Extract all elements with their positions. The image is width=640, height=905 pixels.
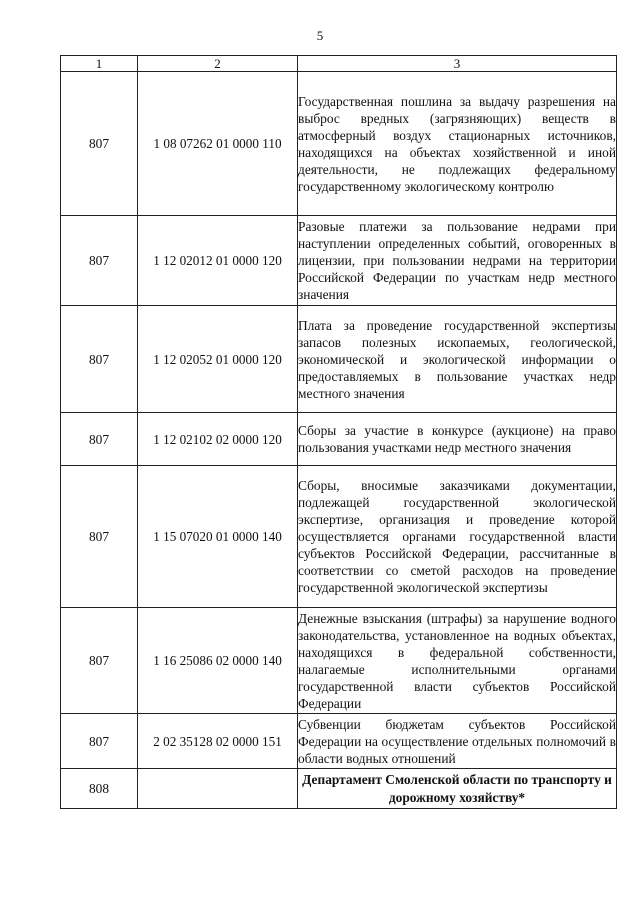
table-row xyxy=(61,714,617,769)
table-header-row xyxy=(61,56,617,72)
kbk-code-cell: 1 12 02012 01 0000 120 xyxy=(138,216,298,306)
column-header-3: 3 xyxy=(298,56,617,72)
section-heading-row xyxy=(61,769,617,809)
table-row xyxy=(61,466,617,608)
description-cell: Субвенции бюджетам субъектов Российской Федерации на осуществление отдельных полномочий в области водных отношений xyxy=(298,714,617,769)
admin-code-cell: 808 xyxy=(61,769,138,809)
admin-code-cell: 807 xyxy=(61,72,138,216)
kbk-code-cell: 2 02 35128 02 0000 151 xyxy=(138,714,298,769)
admin-code-cell: 807 xyxy=(61,413,138,466)
column-header-1: 1 xyxy=(61,56,138,72)
kbk-code-cell xyxy=(138,769,298,809)
admin-code-cell: 807 xyxy=(61,466,138,608)
kbk-code-cell: 1 12 02102 02 0000 120 xyxy=(138,413,298,466)
kbk-code-cell: 1 12 02052 01 0000 120 xyxy=(138,306,298,413)
department-heading: Департамент Смоленской области по транспорту и дорожному хозяйству* xyxy=(298,769,617,809)
description-cell: Сборы за участие в конкурсе (аукционе) на право пользования участками недр местного значения xyxy=(298,413,617,466)
admin-code-cell: 807 xyxy=(61,216,138,306)
description-cell: Государственная пошлина за выдачу разрешения на выброс вредных (загрязняющих) веществ в атмосферный воздух стационарных источников, находящихся на объектах хозяйственной и иной деятельности, не подлежащих федеральному государственному экологическому контролю xyxy=(298,72,617,216)
admin-code-cell: 807 xyxy=(61,714,138,769)
description-cell: Денежные взыскания (штрафы) за нарушение водного законодательства, установленное на водных объектах, находящихся в федеральной собственности, налагаемые исполнительными органами государственной власти субъектов Российской Федерации xyxy=(298,608,617,714)
kbk-code-cell: 1 15 07020 01 0000 140 xyxy=(138,466,298,608)
page-number: 5 xyxy=(316,28,324,43)
revenue-admin-table xyxy=(60,55,617,809)
description-cell: Плата за проведение государственной экспертизы запасов полезных ископаемых, геологической, экономической и экологической информации о предоставляемых в пользование участках недр местного значения xyxy=(298,306,617,413)
admin-code-cell: 807 xyxy=(61,608,138,714)
description-cell: Сборы, вносимые заказчиками документации, подлежащей государственной экологической экспертизе, организация и проведение которой осуществляется органами государственной власти субъектов Российской Федерации, рассчитанные в соответствии со сметой расходов на проведение государственной экологической экспертизы xyxy=(298,466,617,608)
table-row xyxy=(61,306,617,413)
table-row xyxy=(61,413,617,466)
kbk-code-cell: 1 08 07262 01 0000 110 xyxy=(138,72,298,216)
admin-code-cell: 807 xyxy=(61,306,138,413)
description-cell: Разовые платежи за пользование недрами при наступлении определенных событий, оговоренных в лицензии, при пользовании недрами на территории Российской Федерации по участкам недр местного значения xyxy=(298,216,617,306)
column-header-2: 2 xyxy=(138,56,298,72)
table-row xyxy=(61,608,617,714)
table-row xyxy=(61,72,617,216)
table-row xyxy=(61,216,617,306)
kbk-code-cell: 1 16 25086 02 0000 140 xyxy=(138,608,298,714)
